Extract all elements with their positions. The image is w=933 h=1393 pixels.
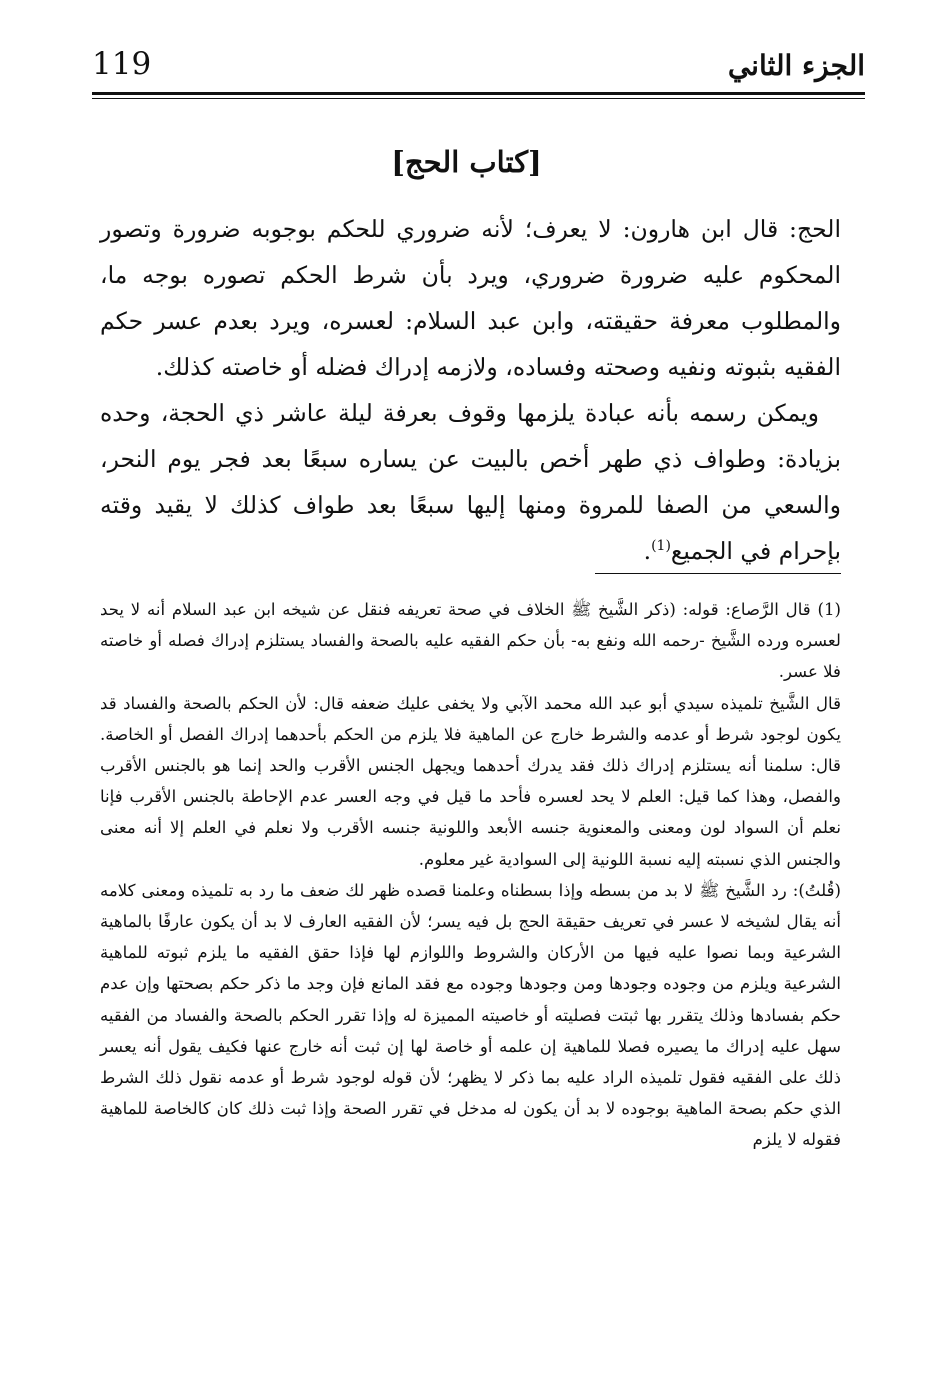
main-text: [100, 206, 841, 574]
chapter-title: [كتاب الحج]: [391, 145, 542, 179]
footnotes: [100, 594, 841, 1156]
body-paragraph: [100, 390, 841, 574]
qult-label: (قُلتُ):: [792, 880, 841, 900]
running-title: الجزء الثاني: [727, 49, 865, 82]
footnote-text: رد الشَّيخ ﷺ لا بد من بسطه وإذا بسطناه وعلمنا قصده ظهر لك ضعف ما رد به تلميذه ومعنى كلامه أنه يقال لشيخه لا عسر في تعريف حقيقة الحج بل فيه يسر؛ لأن الفقيه العارف لا بد أن يكون عارفًا بالماهية الشرعية وبما نصوا عليه فيها من الأركان والشروط واللوازم لها فإذا حقق الفقيه ما يلزم ثبوته للماهية الشرعية ويلزم من وجوده وجودها ومن وجودها وجوده مع فقد المانع فإن وجد ما ذكر حكم بصحتها وإن عدم حكم بفسادها وذلك يتقرر بها ثبتت فصليته أو خاصيته المميزة له وإذا تقرر الحكم بالصحة والفساد من الفقيه سهل عليه إدراك ما يصيره فصلا للماهية إن علمه أو خاصة لها إن ثبت أنه خارج عنها فكيف يقول أنه يعسر ذلك على الفقيه فقول تلميذه الراد عليه بما ذكر لا يظهر؛ لأن قوله لوجود شرط أو عدمه نقول ذلك الشرط الذي حكم بصحة الماهية بوجوده لا بد أن يكون له مدخل في تقرر الصحة وإذا ثبت ذلك كان كالخاصة للماهية فقوله لا يلزم: [100, 880, 841, 1150]
body-paragraph: الحج: قال ابن هارون: لا يعرف؛ لأنه ضروري للحكم بوجوبه ضرورة وتصور المحكوم عليه ضرورة ضروري، ويرد بأن شرط الحكم تصوره بوجه ما، والمطلوب معرفة حقيقته، وابن عبد السلام: لعسره، ويرد بعدم عسر حكم الفقيه بثبوته ونفيه وصحته وفساده، ولازمه إدراك فضله أو خاصته كذلك.: [100, 215, 841, 381]
body-paragraph-text: ويمكن رسمه بأنه عبادة يلزمها وقوف بعرفة ليلة عاشر ذي الحجة، وحده بزيادة: وطواف ذي طهر أخص بالبيت عن يساره سبعًا بعد فجر يوم النحر، والسعي من الصفا للمروة ومنها إليها سبعًا بعد طواف كذلك لا يقيد وقته بإحرام في الجميع: [100, 399, 841, 565]
footnote-text: قال الرَّصاع: قوله: (ذكر الشَّيخ ﷺ الخلاف في صحة تعريفه فنقل عن شيخه ابن عبد السلام أنه لا يحد لعسره ورده الشَّيخ -رحمه الله ونفع به- بأن حكم الفقيه عليه بالصحة والفساد يستلزم إدراك فصله أو خاصته فلا عسر.: [100, 600, 841, 682]
footnote-separator: [595, 573, 841, 574]
header-rule-thin: [92, 98, 865, 99]
footnote-paragraph: قال الشَّيخ تلميذه سيدي أبو عبد الله محمد الآبي ولا يخفى عليك ضعفه قال: لأن الحكم بالصحة والفساد قد يكون لوجود شرط أو عدمه والشرط خارج عن الماهية فلا يلزم من الحكم بأحدهما إدراك الفصل أو الخاصة. قال: سلمنا أنه يستلزم إدراك ذلك فقد يدرك أحدهما ويجهل الجنس الأقرب والحد إنما هو بالجنس الأقرب والفصل، وهذا كما قيل: العلم لا يحد لعسره فأحد ما قيل في وجه العسر عدم الإحاطة بالجنس الأقرب فإنا نعلم أن السواد لون ومعنى والمعنوية جنسه الأبعد واللونية جنسه الأقرب ولا نعلم في العلم إلا أنه معنى والجنس الذي نسبته إليه نسبة اللونية إلى السوادية غير معلوم.: [100, 693, 841, 869]
paragraph-end-mark: .: [643, 537, 652, 565]
footnote-number: (1): [817, 600, 841, 619]
footnote: [100, 594, 841, 688]
page-number: 119: [92, 46, 152, 82]
header-rule-thick: [92, 92, 865, 95]
footnote-reference[interactable]: (1): [651, 538, 671, 555]
page-header: [92, 36, 865, 96]
footnote-paragraph: [100, 875, 841, 1156]
